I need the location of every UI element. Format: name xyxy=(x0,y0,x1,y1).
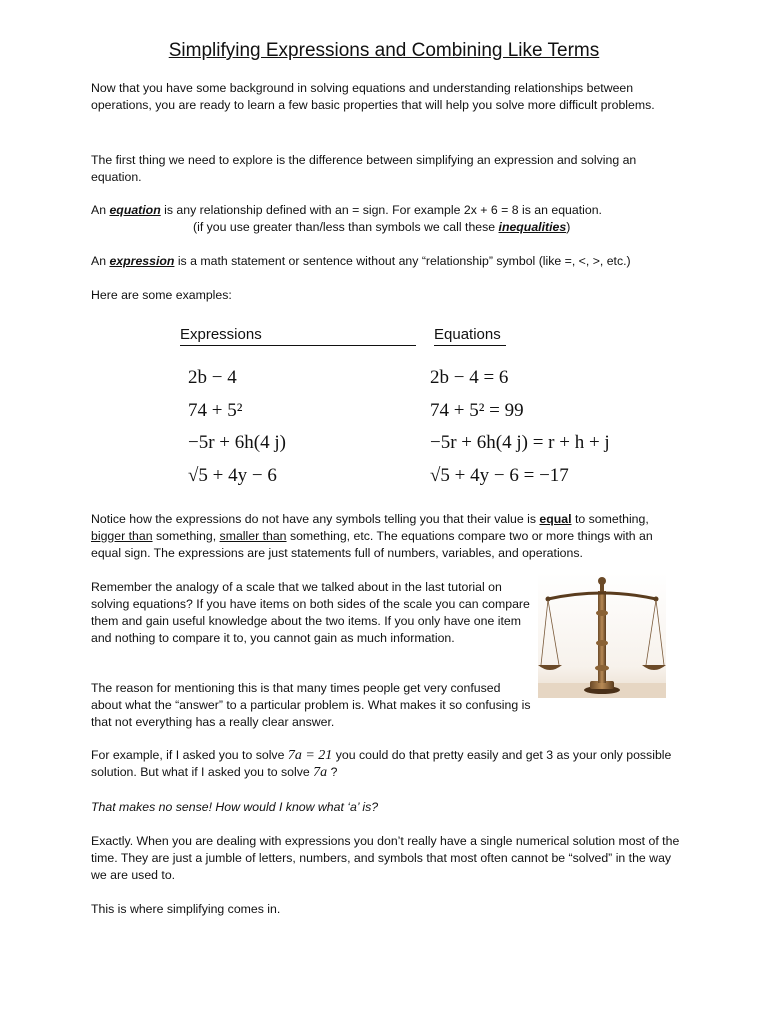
for-example-paragraph xyxy=(91,747,681,781)
expressions-column-header: Expressions xyxy=(180,326,416,346)
equation-def-prefix: An xyxy=(91,203,110,217)
notice-paragraph xyxy=(91,511,681,562)
expression-math: 7a xyxy=(313,765,328,780)
for-example-text-3: ? xyxy=(327,765,338,779)
bigger-than-term: bigger than xyxy=(91,529,153,543)
equation-definition xyxy=(91,202,681,236)
notice-text-2: to something, xyxy=(571,512,649,526)
inequality-note-suffix: ) xyxy=(566,220,571,234)
expression-row-3: −5r + 6h(4 j) xyxy=(188,432,286,453)
expression-def-prefix: An xyxy=(91,254,110,268)
expression-def-suffix: is a math statement or sentence without any “relationship” symbol (like =, <, >, etc.) xyxy=(174,254,631,268)
remember-paragraph: Remember the analogy of a scale that we talked about in the last tutorial on solving equations? If you have items on both sides of the scale you can compare them and gain useful knowledge about the two items. If you only have one item and nothing to compare it to, you cannot gain as much information. xyxy=(91,580,530,645)
inequality-note-prefix: (if you use greater than/less than symbols we call these xyxy=(193,220,499,234)
inequalities-term: inequalities xyxy=(498,220,567,234)
balance-scale-image xyxy=(538,573,666,698)
equations-column-header: Equations xyxy=(434,326,506,346)
equation-row-1: 2b − 4 = 6 xyxy=(430,367,509,388)
expression-row-4: √5 + 4y − 6 xyxy=(188,465,277,486)
expression-row-1: 2b − 4 xyxy=(188,367,237,388)
smaller-than-term: smaller than xyxy=(219,529,287,543)
for-example-text-1: For example, if I asked you to solve xyxy=(91,748,288,762)
equation-term: equation xyxy=(109,203,161,217)
notice-text-3: something, xyxy=(152,529,220,543)
expression-term: expression xyxy=(109,254,175,268)
equation-row-2: 74 + 5² = 99 xyxy=(430,400,524,421)
expression-row-2: 74 + 5² xyxy=(188,400,243,421)
closing-line: This is where simplifying comes in. xyxy=(91,902,281,916)
for-example-text-2: you could do that pretty easily and get 3 as your only possible solution. But what if I asked you to solve xyxy=(91,748,672,779)
no-sense-line: That makes no sense! How would I know what ‘a’ is? xyxy=(91,800,379,814)
page-title: Simplifying Expressions and Combining Like Terms xyxy=(168,40,600,61)
exactly-paragraph: Exactly. When you are dealing with expressions you don’t really have a single numerical solution most of the time. They are just a jumble of letters, numbers, and symbols that most often cannot be “solved” in the way we are used to. xyxy=(91,834,680,882)
examples-lead: Here are some examples: xyxy=(91,288,232,302)
solve-equation-math: 7a = 21 xyxy=(287,748,333,763)
expression-definition xyxy=(91,253,691,270)
equation-row-4: √5 + 4y − 6 = −17 xyxy=(430,465,569,486)
notice-text-4: something, etc. The equations compare two or more things with an equal sign. The expressions are just statements full of numbers, variables, and operations. xyxy=(91,529,653,560)
equation-def-suffix: is any relationship defined with an = sign. For example 2x + 6 = 8 is an equation. xyxy=(160,203,602,217)
notice-text-1: Notice how the expressions do not have any symbols telling you that their value is xyxy=(91,512,540,526)
intro-paragraph: Now that you have some background in solving equations and understanding relationships between operations, you are ready to learn a few basic properties that will help you solve more difficult problems. xyxy=(91,81,655,112)
first-thing-paragraph: The first thing we need to explore is the difference between simplifying an expression and solving an equation. xyxy=(91,153,637,184)
equal-term: equal xyxy=(539,512,572,526)
reason-paragraph: The reason for mentioning this is that many times people get very confused about what the “answer” to a particular problem is. What makes it so confusing is that not everything has a really clear answer. xyxy=(91,681,531,729)
equation-row-3: −5r + 6h(4 j) = r + h + j xyxy=(430,432,610,453)
